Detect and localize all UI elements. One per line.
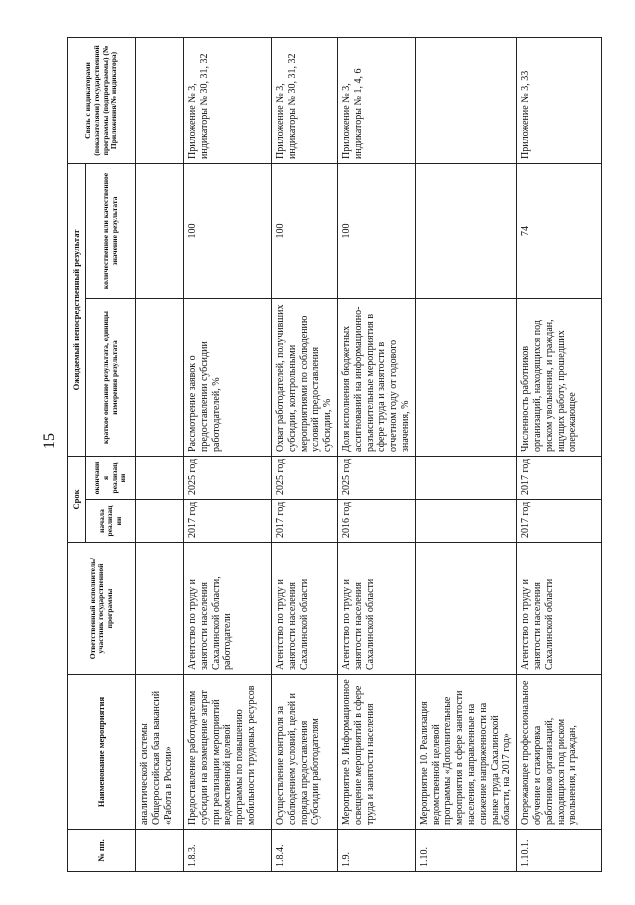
row-end: 2025 год [184, 456, 272, 499]
header-expected-value: количественное или качественное значение результата [86, 163, 136, 298]
header-responsible: Ответственный исполнитель/участник государственной программы [68, 543, 136, 675]
row-end [136, 456, 184, 499]
header-activity: Наименование мероприятия [68, 675, 136, 830]
table-row [184, 37, 272, 871]
header-link: Связь с индикаторами (показателями) государственной программы (подпрограммы) (№ Приложения/№ индикатора) [68, 37, 136, 163]
row-desc: Доля исполнения бюджетных ассигнований на информационно-разъяснительные мероприятия в сфере труда и занятости в отчетном году от годового значения, % [337, 298, 415, 456]
row-responsible: Агентство по труду и занятости населения Сахалинской области [272, 543, 338, 675]
row-link: Приложение № 3, 33 [517, 37, 602, 163]
row-link [136, 37, 184, 163]
table-row [517, 37, 602, 871]
row-num: 1.8.4. [272, 830, 338, 872]
row-num: 1.10.1. [517, 830, 602, 872]
row-start [136, 500, 184, 543]
table-row [272, 37, 338, 871]
row-link: Приложение № 3, индикаторы № 1, 4, 6 [337, 37, 415, 163]
table-row [337, 37, 415, 871]
row-desc [136, 298, 184, 456]
header-term-end: окончания реализации [86, 456, 136, 499]
row-desc: Численность работников организаций, находящихся под риском увольнения, и граждан, ищущих работу, прошедших опережающее [517, 298, 602, 456]
row-value: 100 [337, 163, 415, 298]
row-start: 2017 год [184, 500, 272, 543]
row-value [415, 163, 516, 298]
row-num: 1.8.3. [184, 830, 272, 872]
row-value: 100 [272, 163, 338, 298]
row-num: 1.9. [337, 830, 415, 872]
row-start: 2016 год [337, 500, 415, 543]
row-responsible: Агентство по труду и занятости населения Сахалинской области, работодатели [184, 543, 272, 675]
header-num: № пп. [68, 830, 136, 872]
header-expected: Ожидаемый непосредственный результат [68, 163, 86, 456]
row-end: 2017 год [517, 456, 602, 499]
row-responsible: Агентство по труду и занятости населения Сахалинской области [517, 543, 602, 675]
row-end [415, 456, 516, 499]
row-start: 2017 год [272, 500, 338, 543]
row-start: 2017 год [517, 500, 602, 543]
row-desc: Охват работодателей, получивших субсидии, контрольными мероприятиями по соблюдению условий предоставления субсидии, % [272, 298, 338, 456]
row-activity: Опережающее профессиональное обучение и стажировка работников организаций, находящихся под риском увольнения, и граждан, [517, 675, 602, 830]
row-start [415, 500, 516, 543]
row-responsible [415, 543, 516, 675]
row-value: 100 [184, 163, 272, 298]
activities-table [67, 37, 602, 872]
row-num [136, 830, 184, 872]
row-num: 1.10. [415, 830, 516, 872]
row-activity: Мероприятие 10. Реализация ведомственной целевой программы «Дополнительные мероприятия в сфере занятости населения, направленные на снижение напряженности на рынке труда Сахалинской области, на 2017 год» [415, 675, 516, 830]
page-number: 15 [41, 433, 58, 449]
row-link: Приложение № 3, индикаторы № 30, 31, 32 [272, 37, 338, 163]
row-end: 2025 год [272, 456, 338, 499]
row-link [415, 37, 516, 163]
row-responsible [136, 543, 184, 675]
row-activity: Осуществление контроля за соблюдением условий, целей и порядка предоставления Субсидии работодателям [272, 675, 338, 830]
table-row [415, 37, 516, 871]
row-activity: аналитической системы Общероссийская база вакансий «Работа в России» [136, 675, 184, 830]
rotated-table-wrapper [67, 38, 582, 872]
row-link: Приложение № 3, индикаторы № 30, 31, 32 [184, 37, 272, 163]
table-row [136, 37, 184, 871]
row-desc: Рассмотрение заявок о предоставлении субсидии работодателей, % [184, 298, 272, 456]
header-term-start: начала реализации [86, 500, 136, 543]
header-expected-desc: краткое описание результата, единицы измерения результата [86, 298, 136, 456]
row-responsible: Агентство по труду и занятости населения Сахалинской области [337, 543, 415, 675]
row-value: 74 [517, 163, 602, 298]
header-term: Срок [68, 456, 86, 542]
row-activity: Предоставление работодателям субсидии на возмещение затрат при реализации мероприятий ведомственной целевой программы по повышению мобильности трудовых ресурсов [184, 675, 272, 830]
row-activity: Мероприятие 9. Информационное освещение мероприятий в сфере труда и занятости населения [337, 675, 415, 830]
row-value [136, 163, 184, 298]
row-desc [415, 298, 516, 456]
row-end: 2025 год [337, 456, 415, 499]
